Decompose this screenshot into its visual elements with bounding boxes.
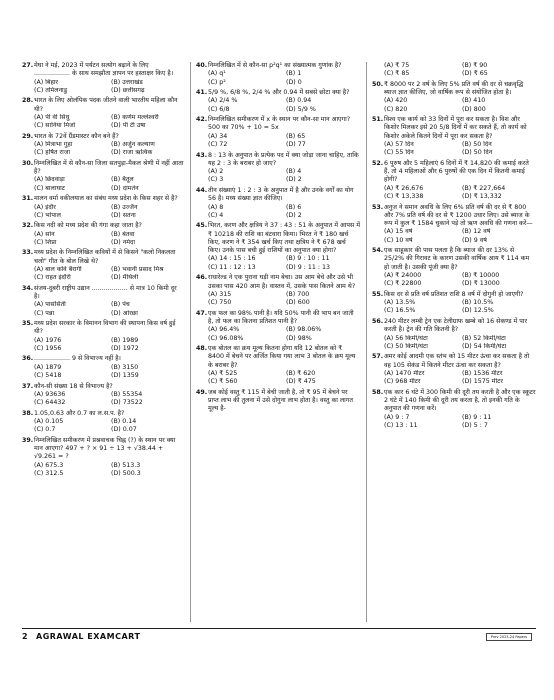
question-text: 6 पुरुष और 5 महिलाएं 6 दिनों में ₹ 14,820 की कमाई करते हैं, तो 4 महिलाओं और 6 पुरुषों की एक दिन में कितनी कमाई होगी? — [384, 159, 529, 184]
answer-option: (A) 9 : 7 — [384, 413, 410, 421]
question-number: 53. — [372, 203, 384, 211]
question-text: मालन वर्मा वकीलयाल का संबंध मध्य प्रदेश के किस शहर से है? — [34, 195, 178, 203]
answer-option: (B) ₹ 620 — [286, 369, 316, 377]
answer-option: (B) 0.14 — [111, 417, 137, 425]
answer-option: (C) 50 किमी/घंटा — [384, 342, 428, 350]
answer-option: (A) q¹ — [208, 70, 226, 78]
question-item — [22, 97, 184, 130]
answer-option: (D) राजा ऋत्विक — [111, 149, 153, 157]
question-item — [196, 62, 360, 87]
question-number: 46. — [196, 274, 208, 282]
question-number: 41. — [196, 89, 208, 97]
options-grid — [34, 79, 184, 96]
options-grid — [384, 97, 536, 114]
answer-option: (C) 96.08% — [208, 334, 244, 342]
question-text: 8 : 13 के अनुपात के प्रत्येक पद में क्या जोड़ा जाना चाहिए, ताकि यह 2 : 3 के बराबर हो जाए? — [208, 151, 359, 167]
answer-option: (C) 0.7 — [34, 426, 56, 434]
question-text: निम्नलिखित में से कौन-सा p²q¹ का संख्यात्मक गुणांक है? — [208, 62, 342, 69]
answer-option: (D) 600 — [286, 299, 310, 307]
options-grid — [34, 231, 184, 248]
answer-option: (C) p² — [208, 78, 226, 86]
answer-option: (B) 3150 — [111, 363, 139, 371]
question-item — [22, 160, 184, 193]
question-text: भारत के 72वें ग्रैंडमास्टर कौन बने हैं? — [34, 132, 119, 140]
answer-option: (C) 4 — [208, 211, 224, 219]
question-item — [196, 222, 360, 272]
answer-option: (C) 55 दिन — [384, 149, 414, 157]
question-text: तीन संख्याएं 1 : 2 : 3 के अनुपात में है और उनके वर्गों का योग 56 है। मध्य संख्या ज्ञात कीजिए। — [208, 186, 354, 203]
answer-option: (B) 1 — [286, 70, 302, 78]
answer-option: (A) ₹ 525 — [208, 369, 238, 377]
question-text: एक बोतल का क्रय मूल्य कितना होगा यदि 12 बोतल को ₹ 8400 में बेचने पर अर्जित किया गया लाभ 3 बोतल के क्रय मूल्य के बराबर है? — [208, 345, 356, 369]
answer-option: (B) बैतूल — [111, 176, 134, 184]
answer-option: (B) बेतवा — [111, 230, 135, 238]
answer-option: (A) पी वी सिंधु — [34, 113, 70, 121]
question-item — [372, 116, 536, 157]
answer-option: (A) 420 — [384, 97, 408, 105]
answer-option: (A) पासंसिती — [34, 301, 66, 309]
question-item — [22, 222, 184, 247]
column-1 — [22, 62, 184, 480]
answer-option: (C) पन्ना — [34, 309, 55, 317]
answer-option: (A) मित्राभा गुहा — [34, 141, 73, 149]
options-grid — [384, 272, 536, 289]
question-item — [196, 389, 360, 414]
question-item — [22, 410, 184, 435]
answer-option: (A) 34 — [208, 132, 228, 140]
answer-option: (D) दामतेन — [111, 184, 139, 192]
answer-option: (B) ₹ 10000 — [462, 272, 500, 280]
question-number: 57. — [372, 353, 384, 361]
question-item — [372, 247, 536, 288]
answer-option: (B) 9 : 10 : 11 — [286, 255, 330, 263]
question-number: 34. — [22, 284, 34, 292]
answer-option: (A) 1879 — [34, 363, 62, 371]
answer-option: (B) 55354 — [111, 390, 143, 398]
answer-option: (D) ₹ 65 — [462, 70, 488, 78]
question-text: निम्नलिखित समीकरण में x के स्थान पर कौन-सा मान आएगा? 500 का 70% + 10 = 5x — [208, 116, 351, 132]
question-number: 28. — [22, 97, 34, 105]
question-text: 5/9 %, 6/8 %, 2/4 % और 0.94 में सबसे छोटा क्या है? — [208, 89, 350, 97]
answer-option: (C) हर्षित राजा — [34, 149, 71, 157]
answer-option: (B) 0.94 — [286, 97, 312, 105]
question-number: 27. — [22, 62, 34, 69]
answer-option: (C) 968 मीटर — [384, 378, 421, 386]
answer-option: (A) 56 किमी/घंटा — [384, 334, 428, 342]
question-item — [196, 345, 360, 386]
answer-option: (B) उत्तराखंड — [111, 78, 143, 86]
answer-option: (D) ₹ 475 — [286, 378, 316, 386]
answer-option: (C) 5418 — [34, 372, 62, 380]
options-grid — [208, 70, 360, 87]
options-grid — [34, 391, 184, 408]
answer-option: (C) 13 : 11 — [384, 421, 418, 429]
question-text: संजय-दुबरी राष्ट्रीय उद्यान .................. से मात्र 10 किमी दूर है। — [34, 284, 177, 301]
answer-option: (A) 1976 — [34, 336, 62, 344]
answer-option: (A) 15 वर्ष — [384, 228, 413, 236]
options-grid — [34, 266, 184, 283]
question-number: 37. — [22, 382, 34, 390]
question-item — [372, 62, 536, 79]
edition-tag: Prev 2023-24 Papers — [486, 633, 532, 641]
options-grid — [384, 370, 536, 387]
question-item — [22, 320, 184, 353]
question-text: एक साहूकार की पास पलता है कि ब्याज की दर 13% से 25/2% की गिरावट के कारण उसकी वार्षिक आय ₹ 114 कम हो जाती है। उसकी पूंजी क्या है? — [384, 247, 530, 271]
answer-option: (C) ₹ 85 — [384, 70, 410, 78]
options-grid — [208, 255, 360, 272]
question-item — [372, 204, 536, 245]
answer-option: (D) 73522 — [111, 399, 143, 407]
answer-option: (A) बाल कवि बैरागी — [34, 265, 82, 273]
answer-option: (D) 12.5% — [462, 307, 494, 315]
question-number: 33. — [22, 249, 34, 257]
answer-option: (A) 675.3 — [34, 461, 64, 469]
answer-option: (D) 500.3 — [111, 469, 141, 477]
question-text: भारत के लिए ओलंपिक पदक जीतने वाली भारतीय महिला कौन थी? — [34, 97, 178, 113]
question-number: 55. — [372, 290, 384, 298]
question-text: किस दर से प्रति वर्ष प्रतिशत राशि 8 वर्ष में दोगुनी हो जाएगी? — [384, 290, 524, 298]
options-grid — [34, 337, 184, 354]
question-text: किस नदी को मध्य प्रदेश की गंगा कहा जाता है? — [34, 222, 142, 230]
question-text: एक फल का 98% पानी है। यदि 50% पानी की भाप बन जाती है, तो फल का कितना प्रतिशत पानी है? — [208, 309, 354, 325]
question-text: मेघा ने मई, 2023 में पर्यटन सत्योग बढ़ाने के लिए .................. के साथ समझौता ज्ञापन पर हस्ताक्षर किए है। — [34, 62, 174, 78]
answer-option: (D) नर्मदा — [111, 238, 135, 246]
question-item — [196, 187, 360, 220]
options-grid — [34, 141, 184, 158]
answer-option: (A) ₹ 26,676 — [384, 184, 424, 192]
question-number: 58. — [372, 388, 384, 396]
answer-option: (C) 16.5% — [384, 307, 416, 315]
answer-option: (B) कर्णम मल्लेश्वरी — [111, 113, 159, 121]
options-grid — [34, 176, 184, 193]
question-number: 42. — [196, 116, 208, 124]
question-item — [22, 62, 184, 95]
answer-option: (C) ₹ 22800 — [384, 280, 422, 288]
answer-option: (A) ₹ 75 — [384, 62, 410, 69]
answer-option: (D) ₹ 13000 — [462, 280, 500, 288]
question-item — [22, 437, 184, 478]
question-text: राधारेल्ड ने एक पुराना घड़ी नाम बेचा। उस आम बेचे और उसे भी उसका पास 420 आम है। वास्तव में, उसके पास कितने आम थे? — [208, 274, 356, 290]
answer-option: (D) 800 — [462, 105, 486, 113]
answer-option: (B) 410 — [462, 97, 486, 105]
question-item — [22, 133, 184, 158]
answer-option: (D) 50 दिन — [462, 149, 493, 157]
answer-option: (D) 2 — [286, 176, 302, 184]
answer-option: (D) 5/9 % — [286, 105, 316, 113]
answer-option: (C) शिप्रा — [34, 238, 57, 246]
options-grid — [34, 364, 184, 381]
answer-option: (D) 98% — [286, 334, 312, 342]
question-number: 36. — [22, 355, 34, 363]
question-number: 52. — [372, 159, 384, 167]
answer-option: (D) 0 — [286, 78, 302, 86]
answer-option: (C) भोपाल — [34, 211, 61, 219]
options-grid — [208, 168, 360, 185]
answer-option: (D) मैथिली — [111, 274, 139, 282]
question-item — [372, 353, 536, 386]
question-item — [196, 89, 360, 114]
answer-option: (B) 52 किमी/घंटा — [462, 334, 506, 342]
question-item — [372, 389, 536, 430]
answer-option: (C) 1956 — [34, 345, 62, 352]
question-number: 30. — [22, 159, 34, 167]
answer-option: (A) छिंदवाड़ा — [34, 176, 65, 184]
answer-option: (D) 9 : 11 : 13 — [286, 263, 331, 271]
question-text: जब कोई वस्तु ₹ 115 में बेची जाती है, तो ₹ 95 में बेचने पर प्राप्त लाभ की तुलना में उसे दोगुना लाभ होता है। वस्तु का लागत मूल्य है- — [208, 388, 353, 413]
options-grid — [208, 326, 360, 343]
answer-option: (B) ₹ 227,664 — [462, 184, 506, 192]
answer-option: (C) 312.5 — [34, 469, 64, 477]
answer-option: (A) 93636 — [34, 390, 66, 398]
question-number: 56. — [372, 317, 384, 325]
answer-option: (C) ₹ 13,338 — [384, 193, 424, 201]
answer-option: (A) 8 — [208, 203, 224, 211]
answer-option: (A) 57 दिन — [384, 141, 414, 149]
answer-option: (C) बालाघाट — [34, 184, 65, 192]
question-item — [196, 274, 360, 307]
options-grid — [384, 228, 536, 245]
answer-option: (B) पेंच — [111, 301, 130, 309]
answer-option: (A) 14 : 15 : 16 — [208, 255, 256, 263]
question-text: .................. 9 से विभाज्य नहीं है। — [34, 355, 121, 363]
question-number: 50. — [372, 80, 384, 88]
options-grid — [384, 62, 536, 79]
answer-option: (A) 96.4% — [208, 326, 240, 334]
answer-option: (C) 11 : 12 : 13 — [208, 263, 256, 271]
answer-option: (B) 4 — [286, 168, 302, 176]
question-number: 44. — [196, 186, 208, 194]
answer-option: (A) 2 — [208, 168, 224, 176]
options-grid — [208, 204, 360, 221]
answer-option: (B) 700 — [286, 290, 310, 298]
answer-option: (A) 0.105 — [34, 417, 64, 425]
question-item — [22, 285, 184, 318]
answer-option: (B) उज्जैन — [111, 203, 138, 211]
column-divider — [366, 62, 367, 622]
question-item — [372, 291, 536, 316]
answer-option: (C) ₹ 560 — [208, 378, 238, 386]
question-number: 45. — [196, 222, 208, 230]
question-text: भिरत, करण और क्षत्रिय ने 37 : 43 : 51 के अनुपात में आपस में ₹ 10218 की राशि का बंटवारा किया। भिरत ने ₹ 180 खर्च किए, करण ने ₹ 354 खर्च किए तथा क्षत्रिय ने ₹ 678 खर्च किए। उनके पास बची हुई राशियों का अनुपात क्या होगा? — [208, 222, 361, 255]
question-number: 47. — [196, 309, 208, 317]
question-text: 240 मीटर लम्बी ट्रेन एक टेलीग्राफ खम्बे को 16 सेकण्ड में पार करती है। ट्रेन की गति कितनी है? — [384, 317, 528, 334]
question-number: 38. — [22, 409, 34, 417]
answer-option: (C) 6/8 — [208, 105, 230, 113]
question-item — [22, 249, 184, 282]
question-item — [22, 355, 184, 380]
question-text: मध्य प्रदेश सरकार के विमानन विभाग की स्थापना किस वर्ष हुई थी? — [34, 320, 176, 336]
answer-option: (A) सोन — [34, 230, 55, 238]
options-grid — [384, 414, 536, 431]
question-item — [372, 81, 536, 114]
answer-option: (C) 72 — [208, 141, 228, 149]
answer-option: (D) 1359 — [111, 372, 139, 380]
question-text: कौन-सी संख्या 18 से विभाज्य है? — [34, 382, 113, 390]
question-number: 31. — [22, 195, 34, 203]
question-number: 49. — [196, 388, 208, 396]
answer-option: (B) 98.06% — [286, 326, 322, 334]
answer-option: (A) इंदौर — [34, 203, 56, 211]
question-number: 51. — [372, 116, 384, 124]
options-grid — [34, 301, 184, 318]
page-footer — [22, 628, 536, 641]
answer-option: (C) राहत इंदौरी — [34, 274, 71, 282]
question-text: 1.05,0.63 और 0.7 का ल.स.प. है? — [34, 409, 125, 417]
question-text: निम्नलिखित में से कौन-सा जिला सतपुड़ा-मैकल श्रेणी में नहीं आता है? — [34, 159, 184, 176]
answer-option: (D) पी टी उषा — [111, 122, 146, 130]
question-number: 43. — [196, 151, 208, 159]
brand-name: AGRAWAL EXAMCART — [36, 632, 141, 641]
answer-option: (B) 9 : 11 — [462, 413, 492, 421]
answer-option: (B) 6 — [286, 203, 302, 211]
answer-option: (C) 64432 — [34, 399, 66, 407]
answer-option: (C) 820 — [384, 105, 408, 113]
options-grid — [384, 185, 536, 202]
options-grid — [384, 299, 536, 316]
answer-option: (A) 1470 मीटर — [384, 369, 425, 377]
question-item — [372, 318, 536, 351]
answer-option: (D) छत्तीसगढ़ — [111, 86, 145, 94]
question-number: 54. — [372, 247, 384, 255]
answer-option: (A) 315 — [208, 290, 232, 298]
answer-option: (D) 2 — [286, 211, 302, 219]
answer-option: (B) अर्जुन कल्याण — [111, 141, 155, 149]
options-grid — [34, 462, 184, 479]
options-grid — [384, 141, 536, 158]
answer-option: (C) तमिलनाडु — [34, 86, 68, 94]
question-text: एक कार 6 घंटे में 300 किमी की दूरी तय करती है और एक स्कूटर 2 घंटे में 140 किमी की दूरी तय करता है, तो इनकी गति के अनुपात की गणना करें। — [384, 388, 536, 413]
question-text: निम्नलिखित समीकरण में प्रश्नवाचक चिह्न (?) के स्थान पर क्या मान आएगा? 497 + ? × 91 ÷ 13 + √38.44 + √9.261 = ? — [34, 436, 176, 461]
answer-option: (B) ₹ 90 — [462, 62, 488, 69]
question-number: 39. — [22, 436, 34, 444]
answer-option: (D) 1575 मीटर — [462, 378, 503, 386]
answer-option: (C) 3 — [208, 176, 224, 184]
answer-option: (B) 50 दिन — [462, 141, 492, 149]
answer-option: (D) 0.07 — [111, 426, 137, 434]
answer-option: (D) ₹ 13,332 — [462, 193, 502, 201]
answer-option: (D) 1972 — [111, 345, 139, 352]
question-item — [22, 383, 184, 408]
question-number: 29. — [22, 132, 34, 140]
answer-option: (D) 9 वर्ष — [462, 236, 487, 244]
answer-option: (C) 750 — [208, 299, 232, 307]
question-item — [196, 116, 360, 149]
answer-option: (D) 54 किमी/घंटा — [462, 342, 507, 350]
answer-option: (B) 1989 — [111, 336, 139, 344]
options-grid — [208, 133, 360, 150]
question-item — [196, 152, 360, 185]
options-grid — [34, 204, 184, 221]
column-2 — [196, 62, 360, 416]
options-grid — [34, 418, 184, 435]
answer-option: (C) सानिया मिर्जा — [34, 122, 76, 130]
page-number: 2 — [22, 632, 28, 641]
question-number — [372, 62, 384, 79]
answer-option: (B) 10.5% — [462, 299, 494, 307]
question-text: अनुज ने समान अवधि के लिए 6% प्रति वर्ष की दर से ₹ 800 और 7% प्रति वर्ष की दर से ₹ 1200 उधार लिए। उसे ब्याज के रूप में कुल ₹ 1584 चुकाने पड़े तो ऋण अवधि की गणना करें— — [384, 203, 533, 228]
options-grid — [34, 114, 184, 131]
question-item — [22, 195, 184, 220]
answer-option: (D) ओरछा — [111, 309, 138, 317]
question-number: 40. — [196, 62, 208, 69]
question-text: ₹ 8000 पर 2 वर्ष के लिए 5% प्रति वर्ष की दर से चक्रवृद्धि ब्याज ज्ञात कीजिए, जो वार्षिक रूप से संयोजित होता है। — [384, 80, 524, 97]
answer-option: (A) 13.5% — [384, 299, 416, 307]
question-text: विश्व एक कार्य को 33 दिनों में पूरा कर सकता है। विश और किशोर मिलकर इसे 20 5/8 दिनों में कर सकते हैं, तो कार्य को किशोर अकेले कितने दिनों में पूरा कर सकता है? — [384, 116, 527, 140]
question-item — [196, 310, 360, 343]
column-divider — [190, 62, 191, 622]
question-number: 35. — [22, 320, 34, 328]
answer-option: (D) सतना — [111, 211, 136, 219]
question-item — [372, 160, 536, 201]
answer-option: (B) 65 — [286, 132, 306, 140]
options-grid — [208, 97, 360, 114]
answer-option: (D) 5 : 7 — [462, 421, 488, 429]
answer-option: (B) 1536 मीटर — [462, 369, 503, 377]
answer-option: (B) भवानी प्रसाद मिश्र — [111, 265, 164, 273]
answer-option: (A) बिहार — [34, 78, 58, 86]
question-number: 48. — [196, 345, 208, 352]
answer-option: (C) 10 वर्ष — [384, 236, 413, 244]
options-grid — [208, 370, 360, 387]
answer-option: (A) ₹ 24000 — [384, 272, 422, 280]
answer-option: (D) 77 — [286, 141, 306, 149]
question-page — [22, 62, 536, 622]
column-3 — [372, 62, 536, 432]
question-number: 32. — [22, 222, 34, 230]
options-grid — [384, 335, 536, 352]
answer-option: (B) 12 वर्ष — [462, 228, 491, 236]
options-grid — [208, 291, 360, 308]
question-text: अमर कोई आदमी एक स्तंभ को 15 मीटर ऊंचा कर सकता है तो वह 105 सेकंड में कितने मीटर ऊंचा कर सकता है? — [384, 353, 530, 369]
answer-option: (A) 2/4 % — [208, 97, 238, 105]
answer-option: (B) 513.3 — [111, 461, 141, 469]
question-text: मध्य प्रदेश के निम्नलिखित कवियों में से किसने "कलो निकलता चलो" गीत के बोल लिखे थे? — [34, 249, 176, 265]
